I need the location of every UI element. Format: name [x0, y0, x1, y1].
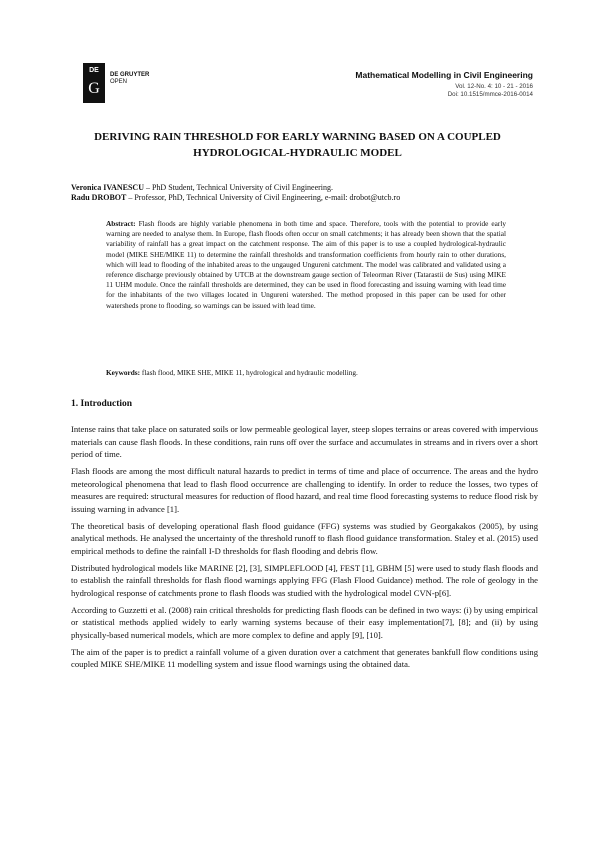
publisher-name	[110, 72, 149, 86]
paragraph: According to Guzzetti et al. (2008) rain critical thresholds for predicting flash floods can be defined in two ways: (i) by using empirical or statistical methods applied widely to early warning systems because of their easy implementation[7], [8]; and (ii) by using physically-based numerical models, which are more complex to define and apply [9], [10].	[71, 604, 538, 640]
paragraph: The aim of the paper is to predict a rainfall volume of a given duration over a catchment that generates bankfull flow conditions using coupled MIKE SHE/MIKE 11 modelling system and issue flood warnings using the obtained data.	[71, 646, 538, 669]
author-affiliation: – Professor, PhD, Technical University of Civil Engineering, e-mail: drobot@utcb.ro	[128, 193, 401, 202]
publisher-name-line2: OPEN	[110, 79, 128, 85]
abstract-text: Flash floods are highly variable phenomena in both time and space. Therefore, tools with the potential to provide early warning are needed to analyse them. In Europe, flash floods often occur on small catchments; it has already been shown that the spatial variability of rainfall has a great impact on the catchment response. The aim of this paper is to use a coupled hydrological-hydraulic model (MIKE SHE/MIKE 11) to determine the rainfall thresholds and transformation coefficients from hourly rain to other durations, which will lead to flooding of the inhabited areas to the ungauged Ungureni catchment. The model was calibrated and validated using a reference discharge previously obtained by UTCB at the downstream gauge section of Teleorman River (Tatarastii de Sus) using MIKE 11 UHM module. Once the rainfall thresholds are determined, they can be used in flood forecasting and issuing warning with lead time for the inhabitants of the two villages located in Ungureni watershed. The method proposed in this paper can be used for other watersheds prone to flooding, so warnings can be issued with lead time.	[106, 219, 506, 310]
paragraph: Distributed hydrological models like MARINE [2], [3], SIMPLEFLOOD [4], FEST [1], GBHM [5] were used to study flash floods and to establish the rainfall thresholds for flash flood warnings applying FFG (Flash Flood Guidance) method. The role of geology in the hydrological response of catchments prone to flash floods was studied with the hydrological model CVN-p[6].	[71, 562, 538, 598]
logo-g-letter: G	[88, 80, 100, 97]
author-name: Radu DROBOT	[71, 193, 127, 202]
paper-title: DERIVING RAIN THRESHOLD FOR EARLY WARNING BASED ON A COUPLED HYDROLOGICAL-HYDRAULIC MODEL	[94, 131, 501, 159]
publisher-name-line1: DE GRUYTER	[110, 72, 150, 78]
journal-title: Mathematical Modelling in Civil Engineering	[355, 70, 533, 80]
author-name: Veronica IVANESCU	[71, 183, 144, 192]
journal-doi: Doi: 10.1515/mmce-2016-0014	[447, 91, 533, 98]
paragraph: Flash floods are among the most difficult natural hazards to predict in terms of time and place of occurrence. The areas and the hydro meteorological phenomena that lead to flash flood occurrence are challenging to identify. In order to reduce the losses, two types of measures are required: structural measures for reduction of flood hazard, and real time flood forecasting systems to reduce flood risk by issuing warning in advance [1].	[71, 466, 538, 514]
author-line	[71, 193, 400, 203]
logo-de-text: DE	[89, 67, 99, 74]
paragraph: Intense rains that take place on saturated soils or low permeable geological layer, steep slopes terrains or areas covered with impervious materials can cause flash floods. In these conditions, rain runs off over the surface and accumulates in streams and in rivers over a short period of time.	[71, 424, 538, 459]
author-affiliation: – PhD Student, Technical University of Civil Engineering.	[145, 183, 334, 192]
keywords-label: Keywords:	[106, 368, 141, 377]
publisher-logo	[83, 63, 105, 103]
section-body	[71, 423, 538, 675]
journal-header	[355, 70, 533, 99]
keywords	[106, 368, 506, 378]
abstract-label: Abstract:	[106, 219, 136, 228]
paragraph: The theoretical basis of developing operational flash flood guidance (FFG) systems was studied by Georgakakos (2005), by using analytical methods. He analysed the uncertainty of the threshold runoff to flash flood guidance transformation. Staley et al. (2015) used empirical methods to define the rainfall I-D thresholds for flash flooding and debris flow.	[71, 520, 538, 556]
author-list	[71, 183, 400, 203]
author-line	[71, 183, 400, 193]
abstract	[106, 219, 506, 311]
keywords-text: flash flood, MIKE SHE, MIKE 11, hydrological and hydraulic modelling.	[141, 368, 358, 377]
section-heading: 1. Introduction	[71, 399, 133, 409]
journal-volume: Vol. 12-No. 4: 10 - 21 - 2016	[455, 83, 533, 90]
